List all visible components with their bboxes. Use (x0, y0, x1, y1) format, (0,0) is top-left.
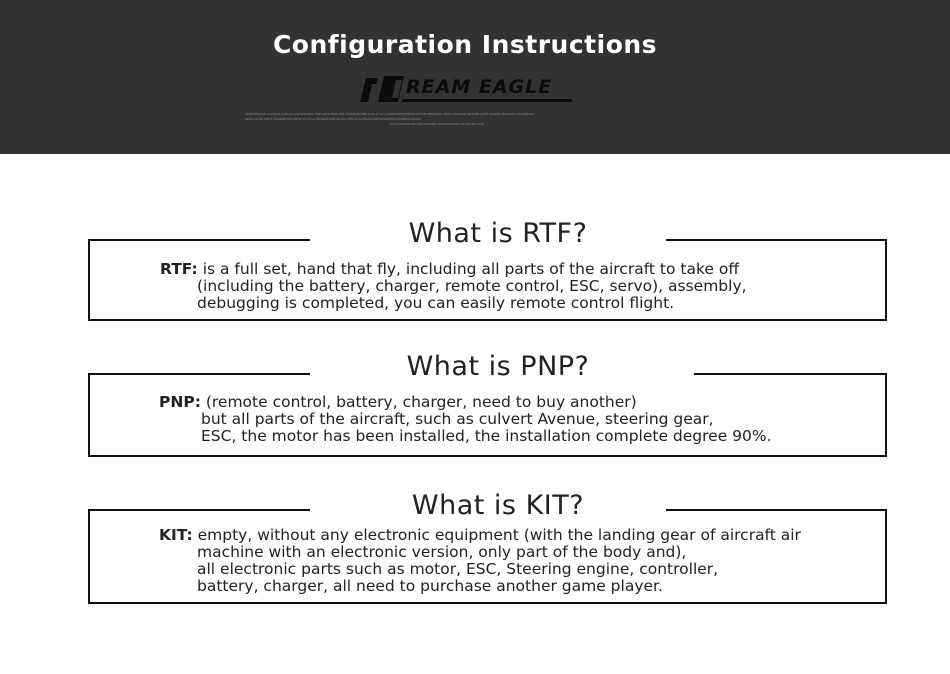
body-line: battery, charger, all need to purchase another game player. (197, 577, 663, 595)
body-line: ESC, the motor has been installed, the installation complete degree 90%. (201, 427, 772, 445)
section-kit (88, 490, 887, 605)
body-line: (including the battery, charger, remote control, ESC, servo), assembly, (197, 277, 747, 295)
logo-underline (401, 99, 572, 102)
section-rtf (88, 218, 887, 322)
page-title: Configuration Instructions (272, 30, 658, 59)
header-banner (0, 0, 950, 154)
body-line: all electronic parts such as motor, ESC, Steering engine, controller, (197, 560, 719, 578)
section-pnp (88, 351, 887, 458)
body-line: but all parts of the aircraft, such as culvert Avenue, steering gear, (201, 410, 714, 428)
term-label: KIT: (159, 526, 193, 544)
logo-mark-icon (358, 74, 404, 104)
section-body (159, 394, 884, 445)
body-line: empty, without any electronic equipment (with the landing gear of aircraft air (192, 526, 801, 544)
section-body (159, 527, 884, 595)
dream-eagle-logo (358, 74, 578, 106)
fine-print-line: TROPHESSIAP AACEIAP AAEAGP AACSPSAMISI PNP ACCS PASS EPK PCBINSBAPPAI ROG IP 20Y ASSECSWM PHERECWTOB SPENSEAG PPOG PCCIOOX PRSORP JAOIP AACIEIP PACOSSP AACSEIP IO (245, 112, 534, 116)
section-body (160, 261, 880, 312)
section-heading: What is RTF? (408, 218, 588, 249)
term-label: RTF: (160, 260, 198, 278)
term-label: PNP: (159, 393, 201, 411)
logo-wordmark: REAM EAGLE (406, 76, 553, 98)
fine-print-line: RACH JAYOK AOILT PRAORIP PAYLINTN CA M AA HJLGGNI JA8CPR RCV PISTOLSAYPAAAASESCOAOASOSSCENHAOOSSIA (245, 117, 421, 121)
section-heading: What is PNP? (406, 351, 590, 382)
body-line: (remote control, battery, charger, need to buy another) (200, 393, 637, 411)
body-line: machine with an electronic version, only part of the body and), (197, 543, 687, 561)
body-line: is a full set, hand that fly, including all parts of the aircraft to take off (197, 260, 740, 278)
fine-print-line: JACIP AAC181 PACOSP AACSEIP ZOOCOCICXPS SP OC18P 5OIP (390, 122, 484, 126)
body-line: debugging is completed, you can easily remote control flight. (197, 294, 675, 312)
section-heading: What is KIT? (411, 490, 585, 521)
